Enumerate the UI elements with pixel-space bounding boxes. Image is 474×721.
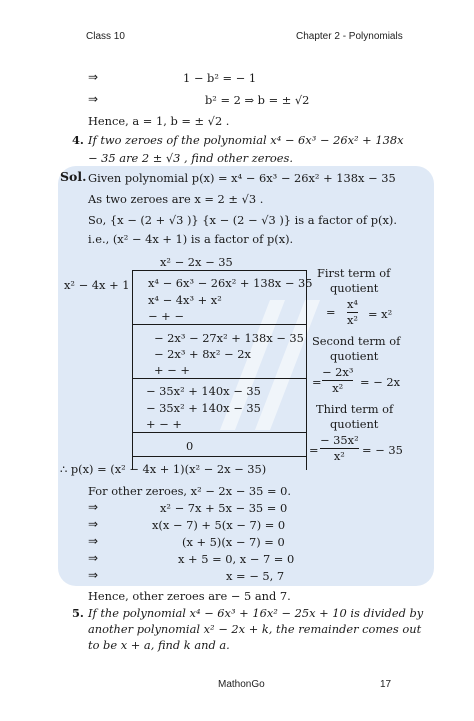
division-quotient: x² − 2x − 35 <box>160 255 233 269</box>
side-fraction-3 <box>320 434 359 463</box>
question-4-text-1: If two zeroes of the polynomial x⁴ − 6x³ − 26x² + 138x <box>88 133 404 147</box>
fraction-3-denominator: x² <box>333 449 345 463</box>
conclusion-line: Hence, other zeroes are − 5 and 7. <box>88 589 291 603</box>
division-row-9: + − + <box>146 417 182 431</box>
other-zeroes-line: For other zeroes, x² − 2x − 35 = 0. <box>88 484 292 498</box>
side-note-1a: First term of <box>317 266 391 280</box>
division-divisor: x² − 4x + 1 <box>64 278 130 292</box>
fraction-2-denominator: x² <box>332 381 344 395</box>
question-5-text-2: another polynomial x² − 2x + k, the remainder comes out <box>88 622 422 636</box>
division-row-1: x⁴ − 6x³ − 26x² + 138x − 35 <box>148 276 313 290</box>
division-row-5: − 2x³ + 8x² − 2x <box>154 347 251 361</box>
eq-line-1: 1 − b² = − 1 <box>183 71 257 85</box>
side-note-3a: Third term of <box>316 402 394 416</box>
equals-sign: = <box>309 443 319 457</box>
question-4-text-2: − 35 are 2 ± √3 , find other zeroes. <box>88 151 293 165</box>
division-row-2: x⁴ − 4x³ + x² <box>148 293 222 307</box>
factorised-polynomial: ∴ p(x) = (x² − 4x + 1)(x² − 2x − 35) <box>60 462 267 476</box>
solution-line-4: i.e., (x² − 4x + 1) is a factor of p(x). <box>88 232 294 246</box>
hence-line: Hence, a = 1, b = ± √2 . <box>88 114 230 128</box>
implies-symbol: ⇒ <box>88 534 99 548</box>
side-note-1b: quotient <box>330 281 379 295</box>
implies-symbol: ⇒ <box>88 517 99 531</box>
solution-label: Sol. <box>60 169 87 184</box>
division-rule-3 <box>132 432 306 433</box>
division-rule-1 <box>132 324 306 325</box>
side-fraction-2 <box>322 366 353 395</box>
side-note-3b: quotient <box>330 417 379 431</box>
step-line-5: x = − 5, 7 <box>226 569 285 583</box>
division-row-3: − + − <box>148 309 184 323</box>
division-row-7: − 35x² + 140x − 35 <box>146 384 261 398</box>
solution-line-2: As two zeroes are x = 2 ± √3 . <box>88 192 264 206</box>
question-5-number: 5. <box>72 606 84 620</box>
side-fraction-1-result: = x² <box>368 307 393 321</box>
fraction-1-denominator: x² <box>347 313 358 327</box>
side-fraction-3-result: = − 35 <box>362 443 403 457</box>
division-right-rule <box>306 270 307 470</box>
solution-line-3: So, {x − (2 + √3 )} {x − (2 − √3 )} is a factor of p(x). <box>88 213 397 227</box>
division-remainder: 0 <box>186 439 194 453</box>
implies-symbol: ⇒ <box>88 551 99 565</box>
implies-symbol: ⇒ <box>88 92 99 106</box>
header-class: Class 10 <box>86 31 125 42</box>
fraction-2-numerator: − 2x³ <box>322 365 354 379</box>
division-rule-2 <box>132 378 306 379</box>
step-line-3: (x + 5)(x − 7) = 0 <box>182 535 285 549</box>
solution-line-1: Given polynomial p(x) = x⁴ − 6x³ − 26x² + 138x − 35 <box>88 171 396 185</box>
step-line-4: x + 5 = 0, x − 7 = 0 <box>178 552 295 566</box>
implies-symbol: ⇒ <box>88 568 99 582</box>
side-note-2a: Second term of <box>312 334 401 348</box>
fraction-1-numerator: x⁴ <box>347 297 358 311</box>
equals-sign: = <box>312 375 322 389</box>
division-left-rule <box>132 270 133 470</box>
division-rule-4 <box>132 456 306 457</box>
header-chapter: Chapter 2 - Polynomials <box>296 31 403 42</box>
question-5-text-3: to be x + a, find k and a. <box>88 638 230 652</box>
division-top-rule <box>132 270 306 271</box>
footer-brand: MathonGo <box>218 679 265 690</box>
side-fraction-1-equals <box>326 298 336 319</box>
equals-sign: = <box>326 305 336 319</box>
side-fraction-1 <box>347 298 358 327</box>
division-row-8: − 35x² + 140x − 35 <box>146 401 261 415</box>
watermark-logo-icon <box>210 290 330 440</box>
division-row-6: + − + <box>154 363 190 377</box>
step-line-2: x(x − 7) + 5(x − 7) = 0 <box>152 518 286 532</box>
step-line-1: x² − 7x + 5x − 35 = 0 <box>160 501 288 515</box>
question-5-text-1: If the polynomial x⁴ − 6x³ + 16x² − 25x + 10 is divided by <box>88 606 424 620</box>
division-row-4: − 2x³ − 27x² + 138x − 35 <box>154 331 304 345</box>
page-number: 17 <box>380 679 392 690</box>
fraction-3-numerator: − 35x² <box>320 433 359 447</box>
question-4-number: 4. <box>72 133 84 147</box>
side-note-2b: quotient <box>330 349 379 363</box>
implies-symbol: ⇒ <box>88 500 99 514</box>
eq-line-2: b² = 2 ⇒ b = ± √2 <box>205 93 310 107</box>
side-fraction-2-result: = − 2x <box>360 375 401 389</box>
implies-symbol: ⇒ <box>88 70 99 84</box>
